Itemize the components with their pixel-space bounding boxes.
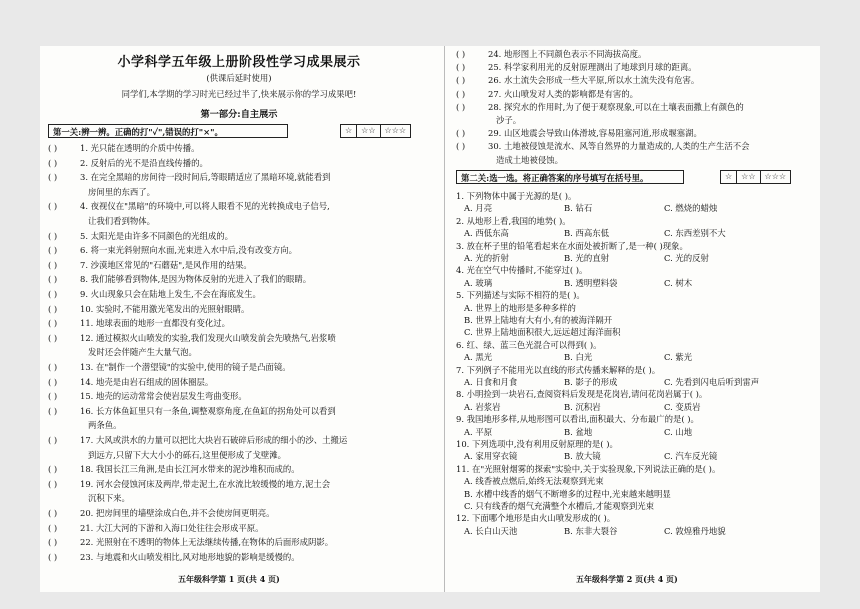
answer-blank[interactable]: ( ) <box>456 88 466 99</box>
question-line-continued <box>48 449 430 461</box>
question-item <box>48 405 430 417</box>
question-item <box>456 74 816 86</box>
answer-blank[interactable]: ( ) <box>48 318 58 329</box>
exam-sheet <box>40 46 820 592</box>
question-item <box>48 361 430 373</box>
question-text: 11. 地球表面的地形一直都没有变化过。 <box>80 318 230 329</box>
option-c[interactable]: C. 东西差别不大 <box>664 228 726 239</box>
option-c[interactable]: C. 光的反射 <box>664 253 709 263</box>
question-text: 27. 火山喷发对人类的影响都是有害的。 <box>488 88 638 99</box>
answer-blank[interactable]: ( ) <box>48 478 58 489</box>
answer-blank[interactable]: ( ) <box>48 230 58 241</box>
answer-blank[interactable]: ( ) <box>456 101 466 112</box>
question-item <box>456 48 816 60</box>
question-line-continued <box>456 114 816 126</box>
question-item <box>48 390 430 402</box>
question-text: 沙子。 <box>496 115 522 125</box>
star-one: ☆ <box>341 125 357 137</box>
answer-blank[interactable]: ( ) <box>48 464 58 475</box>
answer-blank[interactable]: ( ) <box>456 62 466 73</box>
answer-blank[interactable]: ( ) <box>48 157 58 168</box>
question-text: 20. 把房间里的墙壁涂成白色,并不会使房间更明亮。 <box>80 508 275 518</box>
section2-title: 第二关:选一选。将正确答案的序号填写在括号里。 <box>456 170 684 184</box>
question-text: 24. 地形图上不同颜色表示不同海拔高度。 <box>488 49 647 59</box>
question-text: 21. 大江大河的下游和入海口处往往会形成平原。 <box>80 522 264 533</box>
option-c[interactable]: C. 山地 <box>664 426 693 437</box>
question-item <box>456 61 816 73</box>
option-c[interactable]: C. 树木 <box>664 277 693 288</box>
question-item <box>48 551 430 563</box>
mc-options <box>456 450 816 462</box>
question-text: 22. 光照射在不透明的物体上无法继续传播,在物体的后面形成阴影。 <box>80 537 334 548</box>
mc-question: 8. 小明捡到一块岩石,查阅资料后发现是花岗岩,请问花岗岩属于( )。 <box>456 389 708 400</box>
star-two: ☆☆ <box>357 125 380 137</box>
question-text: 发时还会伴随产生大量气泡。 <box>88 347 197 358</box>
section2-star-rating <box>720 170 791 184</box>
question-text: 到远方,只留下大大小小的砾石,这里便形成了戈壁滩。 <box>88 449 286 460</box>
mc-options <box>456 426 816 438</box>
question-text: 25. 科学家利用光的反射原理测出了地球到月球的距离。 <box>488 62 697 73</box>
answer-blank[interactable]: ( ) <box>456 141 466 152</box>
page-subtitle: (供课后延时使用) <box>206 73 272 83</box>
option-b[interactable]: B. 沉积岩 <box>564 401 601 412</box>
answer-blank[interactable]: ( ) <box>48 405 58 416</box>
question-text: 17. 大风或洪水的力量可以把比大块岩石破碎后形成的细小的沙、土搬运 <box>80 435 348 445</box>
question-text: 29. 山区地震会导致山体滑坡,容易阻塞河道,形成堰塞湖。 <box>488 128 702 139</box>
question-text: 沉积下来。 <box>88 493 130 504</box>
question-text: 1. 光只能在透明的介质中传播。 <box>80 143 200 153</box>
answer-blank[interactable]: ( ) <box>48 289 58 299</box>
mc-question: 3. 放在杯子里的铅笔看起来在水面处被折断了,是一种( )现象。 <box>456 240 688 251</box>
question-line-continued <box>48 186 430 198</box>
option-b[interactable]: B. 透明塑料袋 <box>564 277 618 288</box>
option-b[interactable]: B. 光的直射 <box>564 253 609 263</box>
answer-blank[interactable]: ( ) <box>48 259 58 270</box>
question-item <box>48 230 430 242</box>
question-item <box>48 200 430 212</box>
question-text: 26. 水土流失会形成一些大平原,所以水土流失没有危害。 <box>488 75 700 86</box>
answer-blank[interactable]: ( ) <box>48 508 58 518</box>
question-item <box>48 434 430 446</box>
mc-options <box>456 252 816 264</box>
question-item <box>456 88 816 100</box>
option-c[interactable]: C. 世界上陆地面积很大,远远超过海洋面积 <box>464 327 621 338</box>
answer-blank[interactable]: ( ) <box>48 201 58 212</box>
mc-options <box>456 202 816 214</box>
question-text: 4. 夜视仪在"黑暗"的环境中,可以将人眼看不见的光转换成电子信号, <box>80 201 330 212</box>
question-text: 8. 我们能够看到物体,是因为物体反射的光进入了我们的眼睛。 <box>80 274 312 285</box>
page-divider <box>444 46 445 592</box>
question-text: 2. 反射后的光不是沿直线传播的。 <box>80 157 208 168</box>
mc-question: 5. 下列描述与实际不相符的是( )。 <box>456 290 585 301</box>
question-item <box>48 259 430 271</box>
question-item <box>48 142 430 154</box>
star-one: ☆ <box>721 171 737 183</box>
mc-options <box>456 401 816 413</box>
page-2 <box>456 46 816 592</box>
question-item <box>48 317 430 329</box>
question-item <box>48 463 430 475</box>
page-footer: 五年级科学第 2 页(共 4 页) <box>576 574 678 584</box>
answer-blank[interactable]: ( ) <box>456 75 466 86</box>
answer-blank[interactable]: ( ) <box>48 537 58 548</box>
option-a[interactable]: A. 长白山天池 <box>464 525 518 536</box>
option-b[interactable]: B. 盆地 <box>564 426 593 437</box>
mc-question: 9. 我国地形多样,从地形图可以看出,面积最大、分布最广的是( )。 <box>456 414 699 425</box>
answer-blank[interactable]: ( ) <box>48 143 58 153</box>
mc-question: 2. 从地形上看,我国的地势( )。 <box>456 215 571 226</box>
question-text: 5. 太阳光是由许多不同颜色的光组成的。 <box>80 230 234 241</box>
option-c[interactable]: C. 敦煌雅丹地貌 <box>664 525 726 536</box>
option-a[interactable]: A. 平原 <box>464 426 493 437</box>
question-text: 30. 土地被侵蚀是流水、风等自然界的力量造成的,人类的生产生活不会 <box>488 141 750 152</box>
question-text: 12. 通过模拟火山喷发的实验,我们发现火山喷发前会先喷热气,岩浆喷 <box>80 332 336 343</box>
mc-question: 1. 下列物体中属于光源的是( )。 <box>456 191 577 201</box>
option-c[interactable]: C. 汽车反光镜 <box>664 451 718 462</box>
option-b[interactable]: B. 白光 <box>564 352 593 363</box>
question-text: 19. 河水会侵蚀河床及两岸,带走泥土,在水流比较缓慢的地方,泥土会 <box>80 478 331 489</box>
question-text: 13. 在"制作一个潜望镜"的实验中,使用的镜子是凸面镜。 <box>80 362 291 372</box>
question-item <box>48 288 430 300</box>
mc-options <box>456 525 816 537</box>
answer-blank[interactable]: ( ) <box>48 551 58 562</box>
question-item <box>48 171 430 183</box>
option-c[interactable]: C. 只有线香的烟气充满整个水槽后,才能观察到光束 <box>464 501 654 511</box>
question-text: 14. 地壳是由岩石组成的固体圈层。 <box>80 376 214 387</box>
mc-question: 6. 红、绿、蓝三色光混合可以得到( )。 <box>456 339 602 350</box>
mc-question: 4. 光在空气中传播时,不能穿过( )。 <box>456 265 588 276</box>
question-item <box>48 273 430 285</box>
question-item <box>456 101 816 113</box>
question-text: 造成土地被侵蚀。 <box>496 154 563 165</box>
star-two: ☆☆ <box>737 171 760 183</box>
answer-blank[interactable]: ( ) <box>48 303 58 314</box>
question-text: 15. 地壳的运动常常会使岩层发生弯曲变形。 <box>80 391 247 402</box>
option-b[interactable]: B. 影子的形成 <box>564 377 618 387</box>
section1-title: 第一关:辨一辨。正确的打"✓",错误的打"×"。 <box>48 124 288 138</box>
question-item <box>48 376 430 388</box>
mc-question: 10. 下列选项中,没有利用反射原理的是( )。 <box>456 439 618 449</box>
star-three: ☆☆☆ <box>764 172 787 181</box>
question-text: 房间里的东西了。 <box>88 186 155 197</box>
question-text: 18. 我国长江三角洲,是由长江河水带来的泥沙堆积而成的。 <box>80 464 300 475</box>
question-text: 7. 沙漠地区常见的"石蘑菇",是风作用的结果。 <box>80 259 252 270</box>
option-c[interactable]: C. 紫光 <box>664 352 693 363</box>
question-line-continued <box>48 215 430 227</box>
option-a[interactable]: A. 玻璃 <box>464 277 493 288</box>
option-a[interactable]: A. 光的折射 <box>464 253 509 263</box>
option-a[interactable]: A. 黑光 <box>464 352 493 363</box>
question-text: 16. 长方体鱼缸里只有一条鱼,调整观察角度,在鱼缸的拐角处可以看到 <box>80 405 336 416</box>
question-item <box>48 332 430 344</box>
option-c[interactable]: C. 燃烧的蜡烛 <box>664 203 718 214</box>
option-a[interactable]: A. 家用穿衣镜 <box>464 451 518 462</box>
question-text: 让我们看到物体。 <box>88 216 155 226</box>
question-item <box>48 522 430 534</box>
option-b[interactable]: B. 钻石 <box>564 203 593 214</box>
question-item <box>48 478 430 490</box>
answer-blank[interactable]: ( ) <box>48 435 58 445</box>
answer-blank[interactable]: ( ) <box>456 49 466 59</box>
question-item <box>48 244 430 256</box>
option-b[interactable]: B. 世界上陆地有大有小,有的被海洋隔开 <box>464 315 613 325</box>
option-b[interactable]: B. 放大镜 <box>564 451 601 462</box>
option-b[interactable]: B. 西高东低 <box>564 228 609 239</box>
question-item <box>48 303 430 315</box>
option-b[interactable]: B. 东非大裂谷 <box>564 525 618 536</box>
question-item <box>48 507 430 519</box>
answer-blank[interactable]: ( ) <box>48 391 58 402</box>
answer-blank[interactable]: ( ) <box>456 128 466 139</box>
option-a[interactable]: A. 日食和月食 <box>464 377 518 387</box>
option-a[interactable]: A. 线香被点燃后,始终无法观察到光束 <box>464 476 604 487</box>
answer-blank[interactable]: ( ) <box>48 522 58 533</box>
page-footer: 五年级科学第 1 页(共 4 页) <box>178 574 280 584</box>
greeting-text: 同学们,本学期的学习时光已经过半了,快来展示你的学习成果吧! <box>121 89 357 99</box>
question-line-continued <box>48 492 430 504</box>
option-c[interactable]: C. 变质岩 <box>664 401 701 412</box>
page-1 <box>48 46 430 592</box>
star-three: ☆☆☆ <box>384 126 407 135</box>
question-item <box>48 536 430 548</box>
answer-blank[interactable]: ( ) <box>48 172 58 183</box>
section1-star-rating <box>340 124 411 138</box>
part-title: 第一部分:自主展示 <box>200 109 278 120</box>
option-a[interactable]: A. 岩浆岩 <box>464 401 501 412</box>
mc-options <box>456 227 816 239</box>
answer-blank[interactable]: ( ) <box>48 376 58 387</box>
question-text: 两条鱼。 <box>88 420 122 431</box>
mc-options <box>456 376 816 388</box>
mc-options <box>456 351 816 363</box>
mc-options <box>456 277 816 289</box>
question-text: 28. 探究水的作用时,为了便于观察现象,可以在土壤表面撒上有颜色的 <box>488 101 744 112</box>
mc-question: 12. 下面哪个地形是由火山喷发形成的( )。 <box>456 513 616 524</box>
question-item <box>48 157 430 169</box>
mc-question: 7. 下列例子不能用光以直线的形式传播来解释的是( )。 <box>456 364 661 375</box>
page-title: 小学科学五年级上册阶段性学习成果展示 <box>117 55 361 70</box>
question-text: 9. 火山现象只会在陆地上发生,不会在海底发生。 <box>80 289 261 299</box>
answer-blank[interactable]: ( ) <box>48 362 58 372</box>
option-a[interactable]: A. 世界上的地形是多种多样的 <box>464 302 576 313</box>
mc-question: 11. 在"光照射烟雾的探索"实验中,关于实验现象,下列说法正确的是( )。 <box>456 463 721 474</box>
option-c[interactable]: C. 先看到闪电后听到雷声 <box>664 377 760 387</box>
question-text: 23. 与地震和火山喷发相比,风对地形地貌的影响是缓慢的。 <box>80 551 300 562</box>
question-text: 3. 在完全黑暗的房间待一段时间后,等眼睛适应了黑暗环境,就能看到 <box>80 172 331 183</box>
answer-blank[interactable]: ( ) <box>48 274 58 285</box>
question-line-continued <box>456 154 816 166</box>
question-item <box>456 140 816 152</box>
question-item <box>456 127 816 139</box>
option-b[interactable]: B. 水槽中线香的烟气不断增多的过程中,光束越来越明显 <box>464 488 671 499</box>
answer-blank[interactable]: ( ) <box>48 332 58 343</box>
option-a[interactable]: A. 月亮 <box>464 203 493 214</box>
option-a[interactable]: A. 西低东高 <box>464 228 509 239</box>
question-line-continued <box>48 346 430 358</box>
answer-blank[interactable]: ( ) <box>48 245 58 256</box>
question-line-continued <box>48 419 430 431</box>
question-text: 10. 实验时,不能用激光笔发出的光照射眼睛。 <box>80 303 250 314</box>
question-text: 6. 将一束光斜射照向水面,光束进入水中后,没有改变方向。 <box>80 245 297 256</box>
